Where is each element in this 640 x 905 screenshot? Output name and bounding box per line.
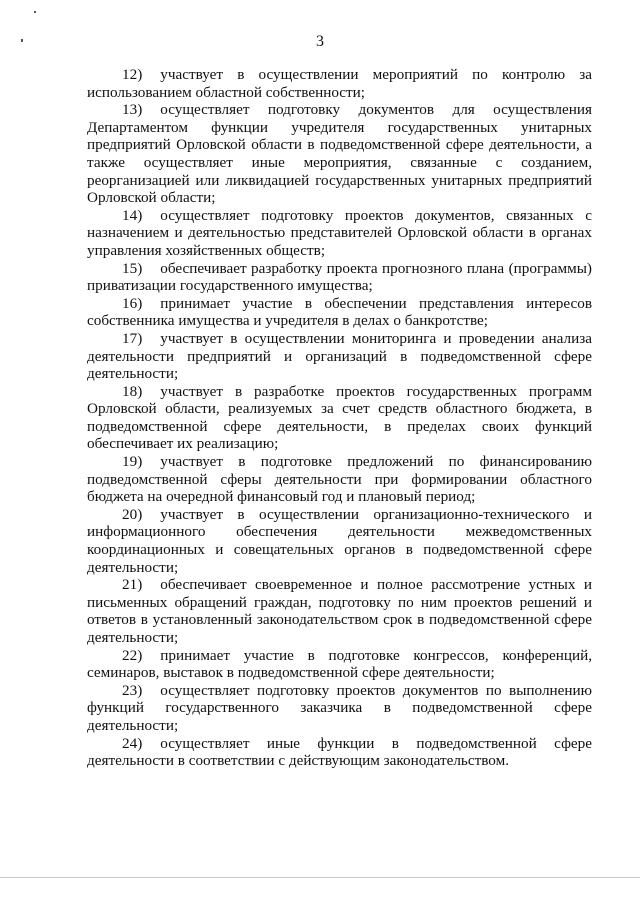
page-number: 3 bbox=[316, 33, 324, 50]
list-item bbox=[87, 330, 592, 383]
scan-speck bbox=[34, 11, 36, 13]
list-item bbox=[87, 383, 592, 453]
item-number: 13) bbox=[122, 101, 143, 119]
list-item bbox=[87, 735, 592, 770]
item-text: осуществляет подготовку проектов документов, связанных с назначением и деятельностью представителей Орловской области в органах управления хозяйственных обществ; bbox=[87, 206, 592, 259]
item-text: участвует в разработке проектов государственных программ Орловской области, реализуемых за счет средств областного бюджета, в подведомственной сфере деятельности, в пределах своих функций обеспечивает их реализацию; bbox=[87, 382, 592, 453]
item-number: 22) bbox=[122, 646, 143, 664]
item-text: участвует в подготовке предложений по финансированию подведомственной сферы деятельности при формировании областного бюджета на очередной финансовый год и плановый период; bbox=[87, 453, 592, 506]
item-text: принимает участие в подготовке конгрессов, конференций, семинаров, выставок в подведомственной сфере деятельности; bbox=[87, 646, 592, 682]
bottom-edge-line bbox=[0, 877, 640, 878]
item-text: осуществляет подготовку проектов документов по выполнению функций государственного заказчика в подведомственной сфере деятельности; bbox=[87, 681, 592, 734]
list-item bbox=[87, 647, 592, 682]
list-item bbox=[87, 101, 592, 207]
list-item bbox=[87, 207, 592, 260]
list-item bbox=[87, 682, 592, 735]
item-text: осуществляет иные функции в подведомственной сфере деятельности в соответствии с действующим законодательством. bbox=[87, 734, 592, 770]
list-item bbox=[87, 295, 592, 330]
item-number: 20) bbox=[122, 505, 143, 523]
item-number: 18) bbox=[122, 382, 143, 400]
list-item bbox=[87, 453, 592, 506]
item-number: 21) bbox=[122, 576, 143, 594]
item-number: 15) bbox=[122, 259, 143, 277]
item-text: обеспечивает своевременное и полное рассмотрение устных и письменных обращений граждан, подготовку по ним проектов решений и ответов в установленный законодательством срок в подведомственной сфере деятельности; bbox=[87, 576, 592, 646]
item-number: 17) bbox=[122, 329, 143, 347]
item-number: 24) bbox=[122, 734, 143, 752]
item-number: 23) bbox=[122, 681, 143, 699]
item-text: участвует в осуществлении мониторинга и проведении анализа деятельности предприятий и организаций в подведомственной сфере деятельности; bbox=[87, 329, 592, 383]
list-item bbox=[87, 66, 592, 101]
item-text: обеспечивает разработку проекта прогнозного плана (программы) приватизации государственного имущества; bbox=[87, 259, 592, 295]
item-number: 14) bbox=[122, 206, 143, 224]
item-text: принимает участие в обеспечении представления интересов собственника имущества и учредителя в делах о банкротстве; bbox=[87, 294, 592, 330]
item-text: осуществляет подготовку документов для осуществления Департаментом функции учредителя государственных унитарных предприятий Орловской области в подведомственной сфере деятельности, а также осуществляет иные мероприятия, связанные с созданием, реорганизацией или ликвидацией государственных унитарных предприятий Орловской области; bbox=[87, 101, 592, 207]
document-body bbox=[87, 66, 592, 770]
list-item bbox=[87, 260, 592, 295]
item-number: 12) bbox=[122, 66, 143, 83]
item-number: 19) bbox=[122, 453, 143, 471]
item-text: участвует в осуществлении мероприятий по контролю за использованием областной собственности; bbox=[87, 66, 592, 101]
list-item bbox=[87, 576, 592, 646]
item-text: участвует в осуществлении организационно-технического и информационного обеспечения деятельности межведомственных координационных и совещательных органов в подведомственной сфере деятельности; bbox=[87, 505, 592, 576]
list-item bbox=[87, 506, 592, 576]
item-number: 16) bbox=[122, 294, 143, 312]
